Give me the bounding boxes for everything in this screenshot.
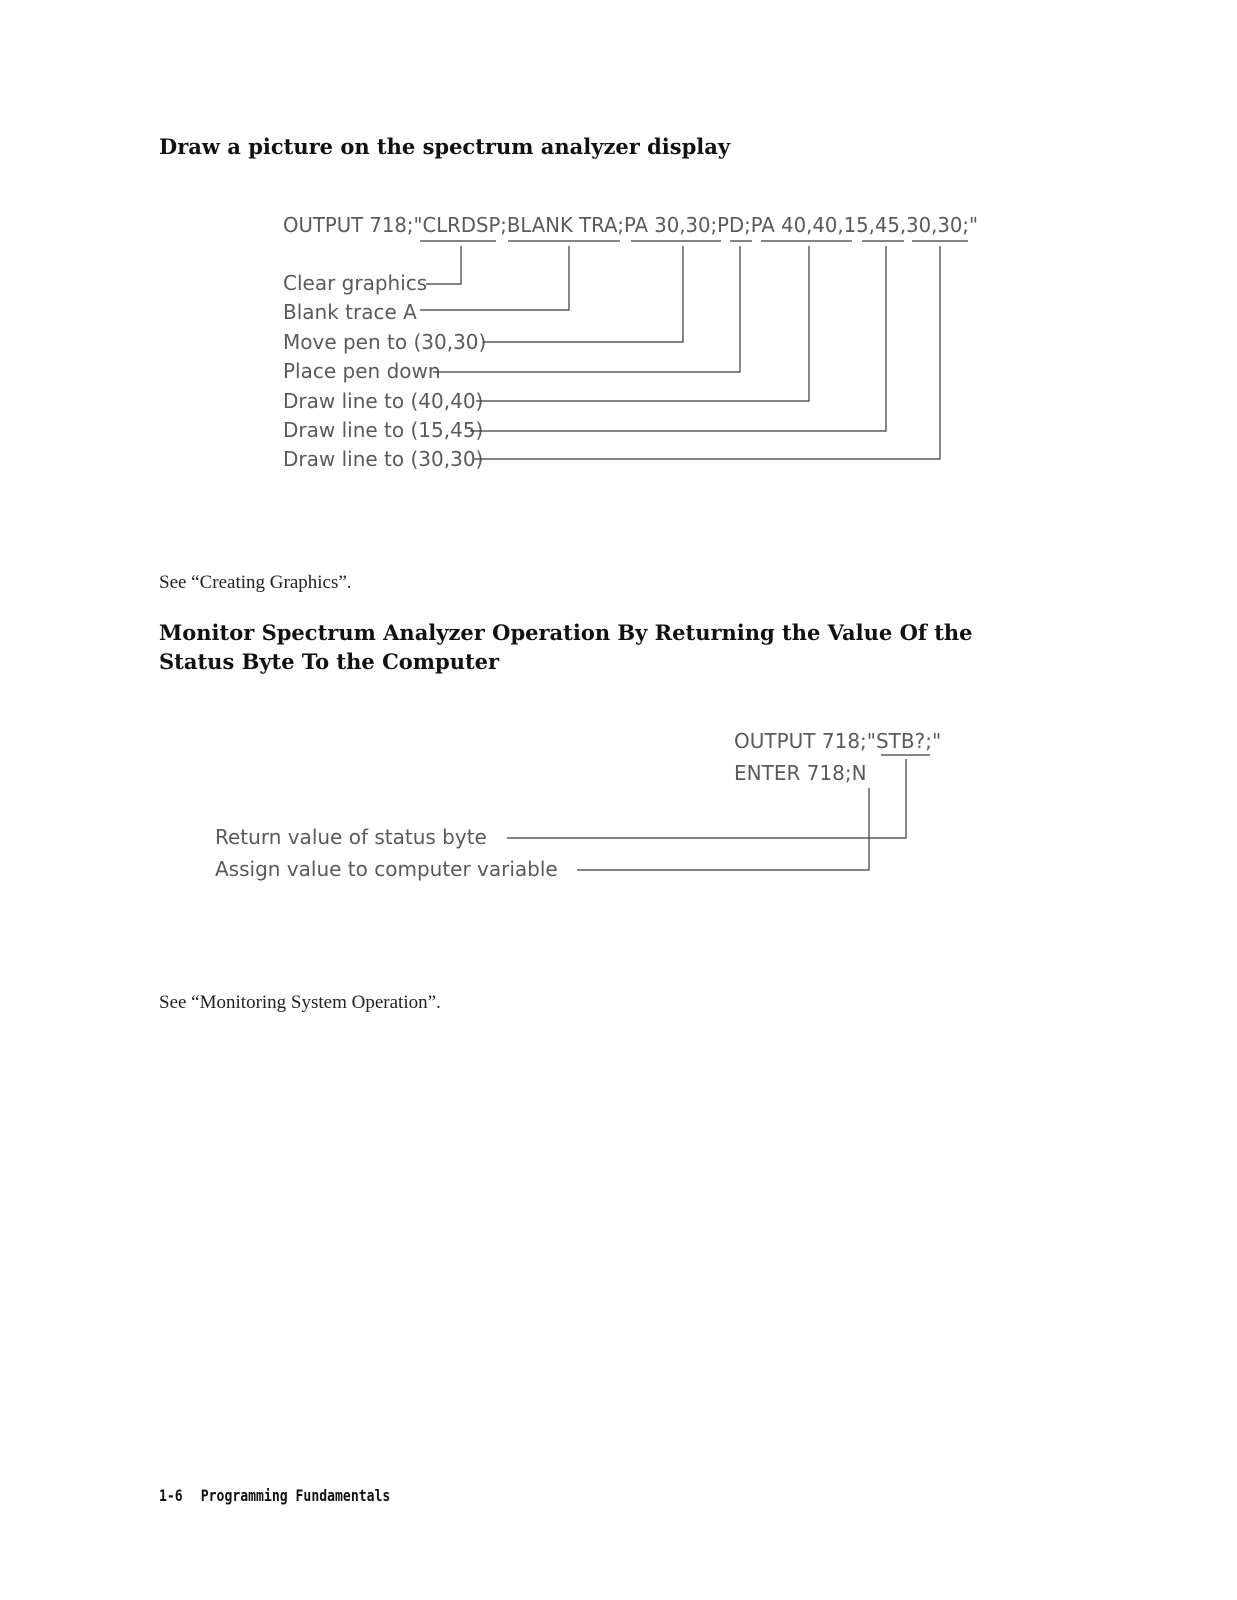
callout-label-return-status: Return value of status byte xyxy=(215,825,487,849)
callout-label-clear-graphics: Clear graphics xyxy=(283,271,428,295)
command-enter: ENTER 718;N xyxy=(734,761,867,785)
callout-label-draw-line-2: Draw line to (15,45) xyxy=(283,418,484,442)
callout-label-move-pen: Move pen to (30,30) xyxy=(283,330,487,354)
draw-picture-diagram xyxy=(0,200,1237,490)
page-number: 1-6 xyxy=(159,1486,183,1505)
callout-leader-lines xyxy=(420,246,940,459)
callout-label-blank-trace: Blank trace A xyxy=(283,300,417,324)
see-creating-graphics: See “Creating Graphics”. xyxy=(159,572,352,593)
callout-label-pen-down: Place pen down xyxy=(283,359,441,383)
see-monitoring-system: See “Monitoring System Operation”. xyxy=(159,992,441,1013)
page-footer xyxy=(159,1486,390,1505)
command-output-draw: OUTPUT 718;"CLRDSP;BLANK TRA;PA 30,30;PD;PA 40,40,15,45,30,30;" xyxy=(283,213,978,237)
callout-label-draw-line-3: Draw line to (30,30) xyxy=(283,447,484,471)
callout-label-assign-variable: Assign value to computer variable xyxy=(215,857,558,881)
section-heading-draw-picture: Draw a picture on the spectrum analyzer display xyxy=(159,134,731,159)
footer-section-title: Programming Fundamentals xyxy=(200,1486,391,1505)
status-byte-diagram xyxy=(0,720,1237,890)
section-heading-monitor-status: Monitor Spectrum Analyzer Operation By Returning the Value Of the Status Byte To the Computer xyxy=(159,620,973,674)
callout-label-draw-line-1: Draw line to (40,40) xyxy=(283,389,484,413)
command-output-stb: OUTPUT 718;"STB?;" xyxy=(734,729,942,753)
